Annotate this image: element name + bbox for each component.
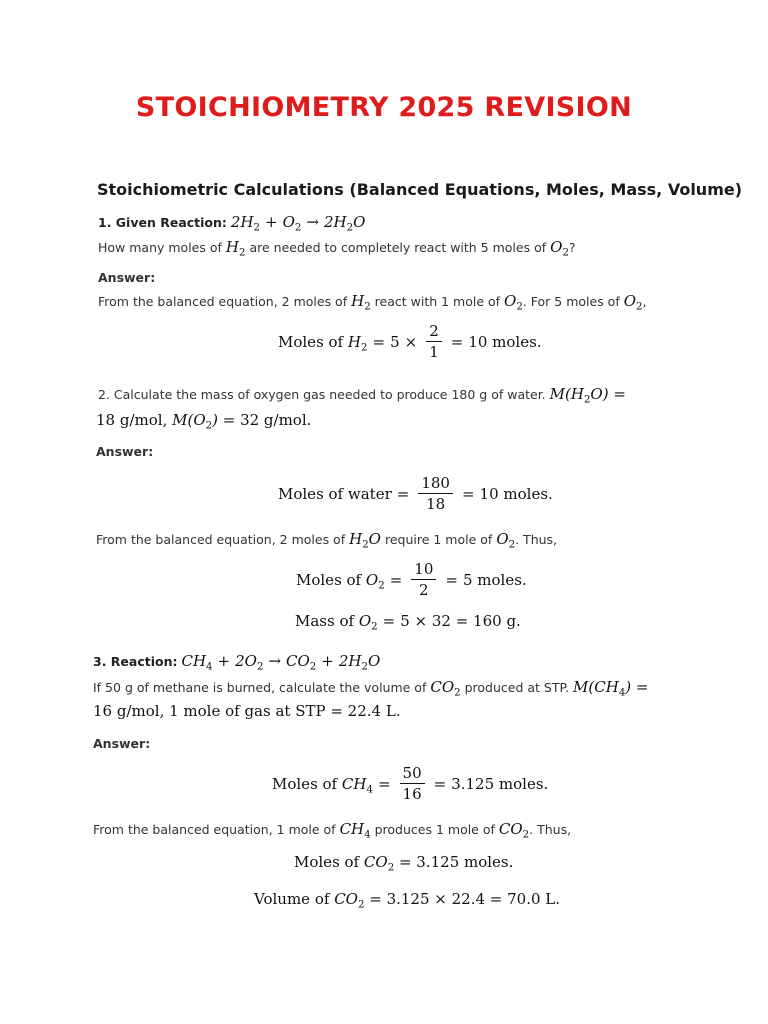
q1-heading [98,213,366,234]
q2-question-text: 2. Calculate the mass of oxygen gas needed to produce 180 g of water. [98,387,546,402]
h2-symbol: $H_2$ [347,332,368,354]
co2-symbol: $CO_2$ [430,678,461,699]
eq-result: 10 moles. [468,332,542,351]
q3-moles-co2-equation [294,853,514,874]
q1-reaction-equation: $2H_2 + O_2 \to 2H_2O$ [230,213,366,234]
q3-explain-pre: From the balanced equation, 1 mole of [93,822,336,837]
fraction [400,764,425,803]
q2-explain-pre: From the balanced equation, 2 moles of [96,532,346,547]
eq-result: 5 moles. [462,570,527,589]
q2-moles-water-equation: Moles of water = $\frac{180}{18}$ = 10 moles. [278,474,553,513]
o2-symbol: $O_2$ [504,292,523,313]
page-title: STOICHIOMETRY 2025 REVISION [135,92,633,123]
eq-result: 5 × 32 = 160 g. [400,612,521,630]
q2-answer-label: Answer: [96,444,154,459]
co2-symbol: $CO_2$ [334,890,365,911]
q1-explanation [98,292,647,313]
q2-explain-end: . Thus, [515,532,558,547]
q3-question-text: If 50 g of methane is burned, calculate the volume of [93,680,427,695]
q1-moles-equation: Moles of $H_2$ = 5 × $\frac{2}{1}$ = 10 moles. [278,322,542,361]
eq-label: Mass of [295,612,355,630]
fraction [426,322,442,361]
q3-moles-ch4-equation: Moles of $CH_4$ = $\frac{50}{16}$ = 3.125 moles. [272,764,549,803]
eq-value: 5 [390,332,400,351]
eq-label: Volume of [254,890,330,908]
co2-symbol: $CO_2$ [363,853,395,874]
o2-symbol: $O_2$ [496,530,516,551]
o2-symbol: $O_2$ [358,612,378,633]
fraction-denominator: 2 [419,581,429,599]
q1-explain-pre: From the balanced equation, 2 moles of [98,294,348,309]
q2-explain-mid: require 1 mole of [384,532,493,547]
fraction-denominator: 1 [429,343,439,361]
fraction-numerator: 10 [411,560,436,580]
eq-label: Moles of [272,774,338,793]
eq-label: Moles of water [278,484,392,503]
eq-label: Moles of [294,853,360,871]
q3-answer-label: Answer: [93,736,151,751]
eq-result: = 3.125 × 22.4 = 70.0 L. [369,890,561,908]
fraction-denominator: 16 [402,785,422,803]
q3-explain-end: . Thus, [529,822,572,837]
section-heading: Stoichiometric Calculations (Balanced Equations, Moles, Mass, Volume) [97,180,743,199]
eq-result: 10 moles. [479,484,553,503]
q1-question-pre: How many moles of [98,240,222,255]
q3-question-mid: produced at STP. [464,680,570,695]
q2-moles-o2-equation: Moles of $O_2$ = $\frac{10}{2}$ = 5 moles. [296,560,527,599]
o2-symbol: $O_2$ [623,292,643,313]
q1-answer-label: Answer: [98,270,156,285]
fraction [418,474,453,513]
molar-mass-methane: $M(CH_4)$ = [573,678,649,699]
fraction-numerator: 2 [426,322,442,342]
ch4-symbol: $CH_4$ [341,774,373,796]
q3-given-values: 16 g/mol, 1 mole of gas at STP = 22.4 L. [93,702,401,720]
h2-symbol: $H_2$ [351,292,371,313]
q3-heading [93,652,381,673]
q2-molar-masses: 18 g/mol, $M(O_2) = 32$ g/mol. [96,411,312,432]
ch4-symbol: $CH_4$ [339,820,371,841]
q1-question-end: ? [568,240,576,255]
eq-label: Moles of [278,332,344,351]
q1-heading-label: 1. Given Reaction: [98,215,227,230]
eq-label: Moles of [296,570,362,589]
q3-question [93,678,649,699]
eq-result: 3.125 moles. [451,774,549,793]
fraction-denominator: 18 [426,495,446,513]
q3-heading-label: 3. Reaction: [93,654,178,669]
fraction [411,560,436,599]
q1-explain-end: , [642,294,647,309]
q3-reaction-equation: $CH_4 + 2O_2 \to CO_2 + 2H_2O$ [181,652,381,673]
h2o-symbol: $H_2O$ [349,530,381,551]
q1-question-mid: are needed to completely react with 5 moles of [249,240,547,255]
o2-symbol: $O_2$ [550,238,569,259]
q2-question [98,385,626,406]
fraction-numerator: 180 [418,474,453,494]
q3-explain-mid: produces 1 mole of [374,822,495,837]
q2-explanation [96,530,558,551]
q1-explain-mid2: . For 5 moles of [522,294,620,309]
q2-mass-o2-equation: Mass of $O_2$ = 5 × 32 = 160 g. [295,612,521,633]
molar-mass-water: $M(H_2O)$ = [549,385,626,406]
q3-volume-co2-equation [254,890,561,911]
eq-result: = 3.125 moles. [398,853,514,871]
q1-explain-mid: react with 1 mole of [374,294,501,309]
q3-explanation [93,820,572,841]
o2-symbol: $O_2$ [365,570,385,592]
q1-question [98,238,576,259]
h2-symbol: $H_2$ [225,238,246,259]
co2-symbol: $CO_2$ [498,820,530,841]
fraction-numerator: 50 [400,764,425,784]
